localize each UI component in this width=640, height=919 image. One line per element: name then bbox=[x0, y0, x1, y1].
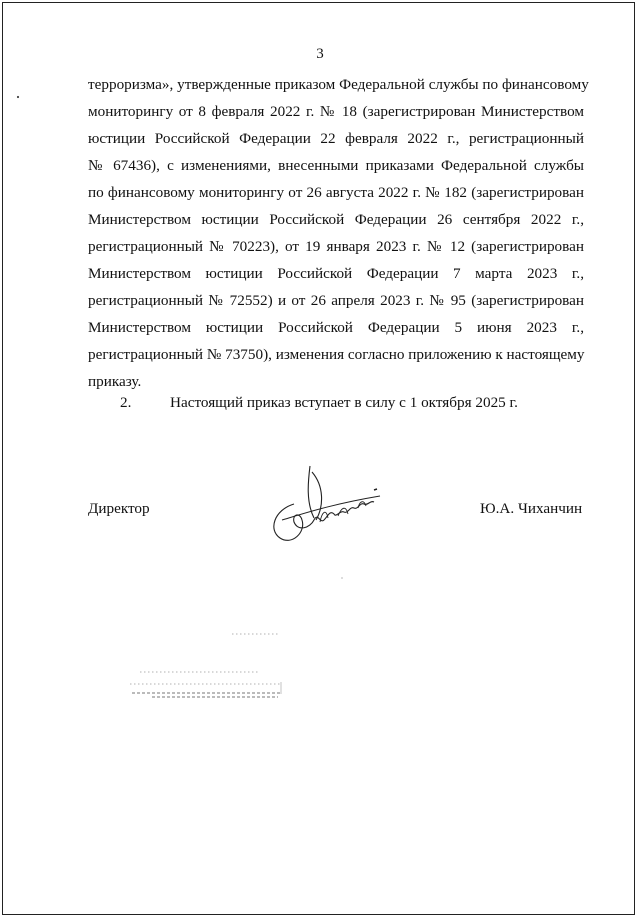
paragraph-line: регистрационный № 72552) и от 26 апреля 2023 г. № 95 (зарегистрирован bbox=[88, 292, 584, 309]
paragraph-line: приказу. bbox=[88, 373, 142, 390]
item-text: Настоящий приказ вступает в силу с 1 октября 2025 г. bbox=[170, 394, 518, 411]
paragraph-line: терроризма», утвержденные приказом Федеральной службы по финансовому bbox=[88, 76, 589, 93]
paragraph-line: Министерством юстиции Российской Федерации 7 марта 2023 г., bbox=[88, 265, 584, 282]
paragraph-line: юстиции Российской Федерации 22 февраля 2022 г., регистрационный bbox=[88, 130, 584, 147]
paragraph-line: регистрационный № 73750), изменения согласно приложению к настоящему bbox=[88, 346, 585, 363]
paragraph-line: по финансовому мониторингу от 26 августа 2022 г. № 182 (зарегистрирован bbox=[88, 184, 584, 201]
paragraph-line: № 67436), с изменениями, внесенными приказами Федеральной службы bbox=[88, 157, 584, 174]
paragraph-line: Министерством юстиции Российской Федерации 5 июня 2023 г., bbox=[88, 319, 584, 336]
paragraph-line: регистрационный № 70223), от 19 января 2023 г. № 12 (зарегистрирован bbox=[88, 238, 584, 255]
paragraph-line: мониторингу от 8 февраля 2022 г. № 18 (зарегистрирован Министерством bbox=[88, 103, 584, 120]
signatory-name: Ю.А. Чиханчин bbox=[480, 500, 583, 517]
page-number: 3 bbox=[316, 46, 324, 62]
signatory-position: Директор bbox=[88, 500, 150, 517]
paragraph-line: Министерством юстиции Российской Федерации 26 сентября 2022 г., bbox=[88, 211, 584, 228]
item-number: 2. bbox=[120, 394, 132, 411]
